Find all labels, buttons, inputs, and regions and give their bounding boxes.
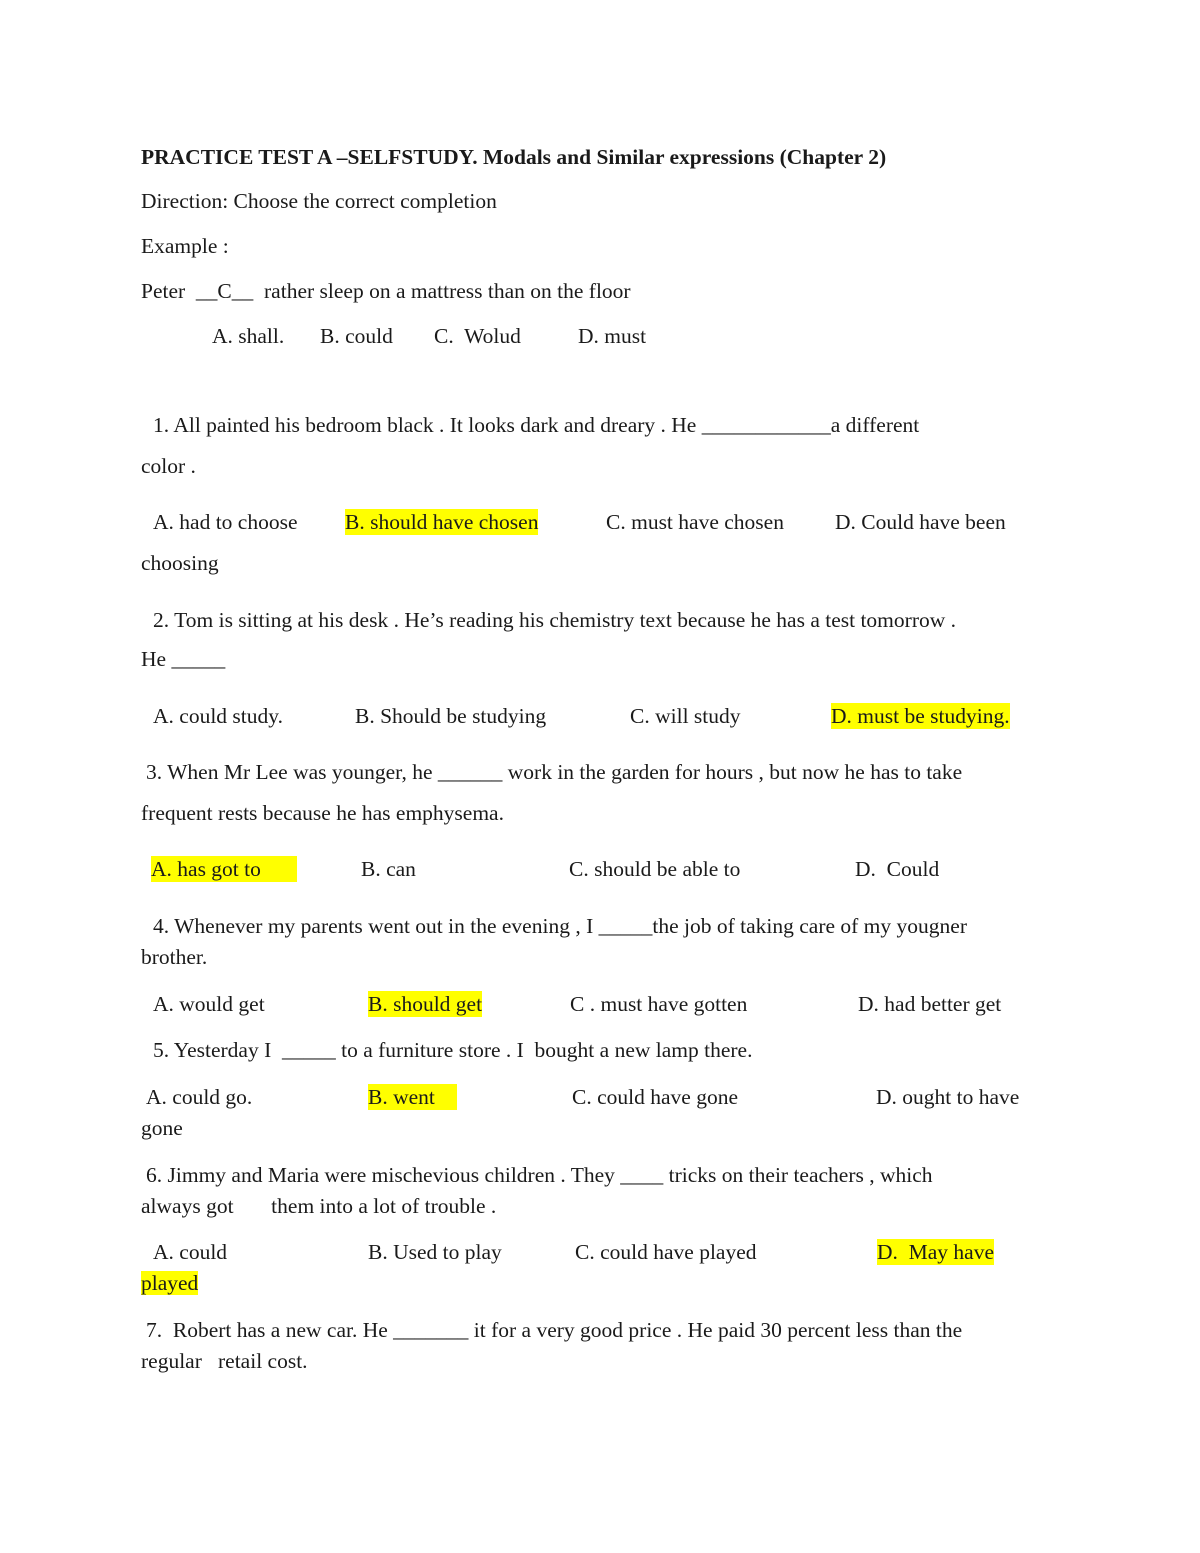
question-1-stem-line-1: 1. All painted his bedroom black . It looks dark and dreary . He ____________a different <box>153 413 920 437</box>
question-2-option-c: C. will study <box>630 704 741 728</box>
question-3-option-b: B. can <box>361 857 416 881</box>
question-5-option-wrap: gone <box>141 1116 183 1140</box>
question-4-option-a: A. would get <box>153 992 265 1016</box>
question-6-stem-line-1: 6. Jimmy and Maria were mischevious children . They ____ tricks on their teachers , which <box>146 1163 933 1187</box>
question-5-option-c: C. could have gone <box>572 1085 738 1109</box>
question-4-option-b: B. should get <box>368 992 483 1016</box>
question-4-option-d: D. had better get <box>858 992 1002 1016</box>
question-2-option-a: A. could study. <box>153 704 283 728</box>
question-1-option-b: B. should have chosen <box>345 510 539 534</box>
question-4-option-c: C . must have gotten <box>570 992 748 1016</box>
question-5-stem-line-1: 5. Yesterday I _____ to a furniture store . I bought a new lamp there. <box>153 1038 753 1062</box>
example-stem: Peter __C__ rather sleep on a mattress than on the floor <box>141 279 631 303</box>
page-title: PRACTICE TEST A –SELFSTUDY. Modals and Similar expressions (Chapter 2) <box>141 145 887 169</box>
question-6-option-wrap: played <box>141 1271 199 1295</box>
question-4-stem-line-1: 4. Whenever my parents went out in the evening , I _____the job of taking care of my yougner <box>153 914 967 938</box>
question-1-option-d: D. Could have been <box>835 510 1006 534</box>
example-label: Example : <box>141 234 229 258</box>
question-5-option-b: B. went <box>368 1084 457 1110</box>
example-option-a: A. shall. <box>212 324 285 348</box>
direction-text: Direction: Choose the correct completion <box>141 189 497 213</box>
question-2-stem-line-1: 2. Tom is sitting at his desk . He’s reading his chemistry text because he has a test tomorrow . <box>153 608 957 632</box>
question-1-option-a: A. had to choose <box>153 510 298 534</box>
question-7-stem-line-2: regular retail cost. <box>141 1349 308 1373</box>
question-1-stem-line-2: color . <box>141 454 196 478</box>
question-2-stem-line-2: He _____ <box>141 647 226 671</box>
question-6-option-c: C. could have played <box>575 1240 757 1264</box>
question-3-option-d: D. Could <box>855 857 940 881</box>
question-3-option-c: C. should be able to <box>569 857 741 881</box>
question-3-option-a: A. has got to <box>151 856 297 882</box>
question-6-option-b: B. Used to play <box>368 1240 502 1264</box>
question-4-stem-line-2: brother. <box>141 945 208 969</box>
question-6-option-a: A. could <box>153 1240 228 1264</box>
question-5-option-d: D. ought to have <box>876 1085 1020 1109</box>
example-option-c: C. Wolud <box>434 324 521 348</box>
question-3-stem-line-1: 3. When Mr Lee was younger, he ______ work in the garden for hours , but now he has to take <box>146 760 963 784</box>
example-option-b: B. could <box>320 324 393 348</box>
question-7-stem-line-1: 7. Robert has a new car. He _______ it for a very good price . He paid 30 percent less than the <box>146 1318 963 1342</box>
question-2-option-d: D. must be studying. <box>831 704 1010 728</box>
question-3-stem-line-2: frequent rests because he has emphysema. <box>141 801 504 825</box>
question-1-option-c: C. must have chosen <box>606 510 784 534</box>
question-6-stem-line-2: always got them into a lot of trouble . <box>141 1194 497 1218</box>
question-5-option-a: A. could go. <box>146 1085 253 1109</box>
question-1-option-wrap: choosing <box>141 551 219 575</box>
question-2-option-b: B. Should be studying <box>355 704 547 728</box>
example-option-d: D. must <box>578 324 647 348</box>
question-6-option-d: D. May have <box>877 1240 995 1264</box>
